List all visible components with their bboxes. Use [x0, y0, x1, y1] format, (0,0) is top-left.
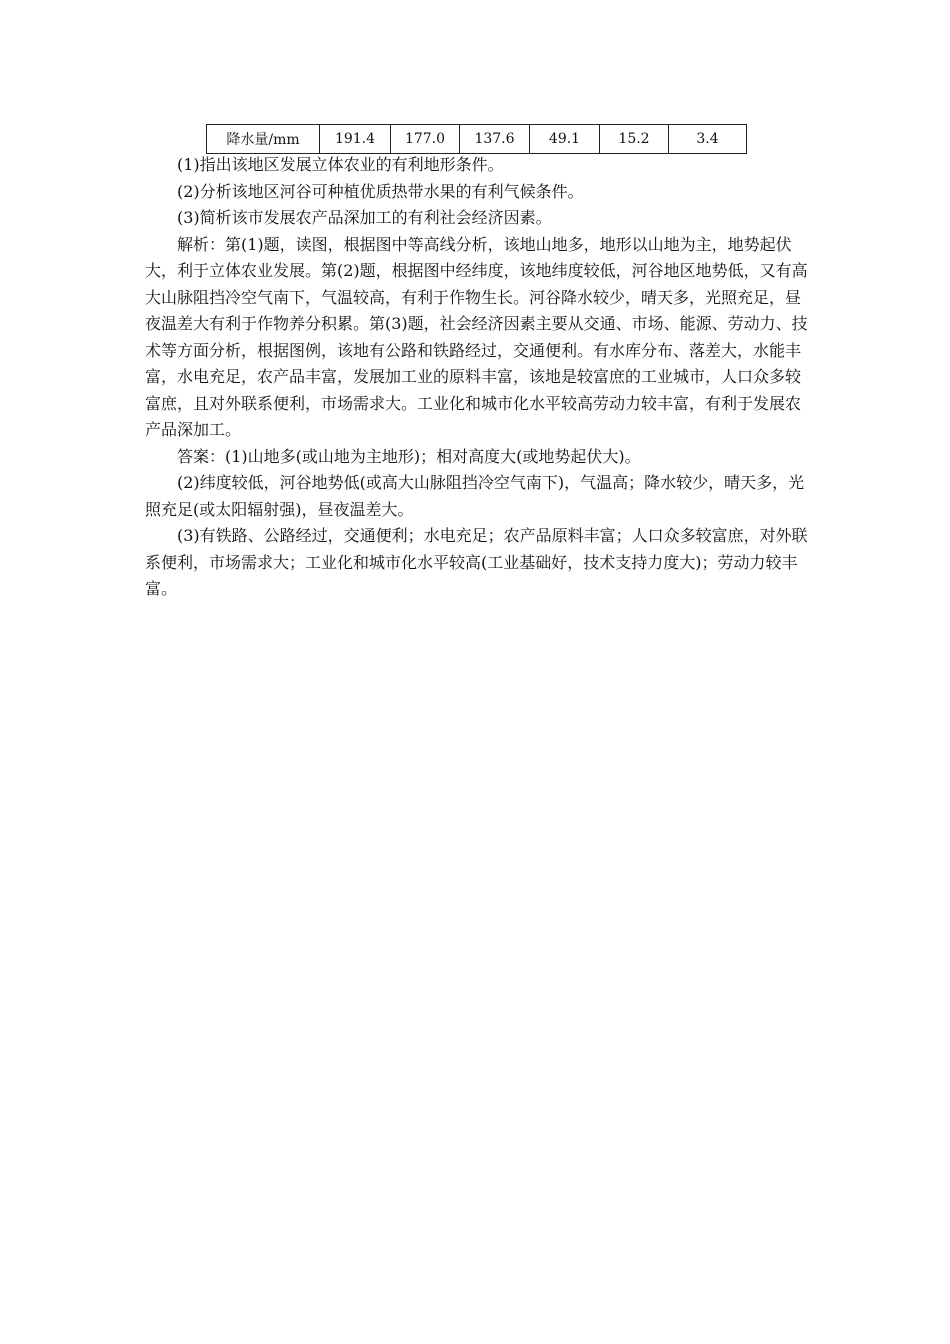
answer-2: (2)纬度较低，河谷地势低(或高大山脉阻挡冷空气南下)，气温高；降水较少，晴天多，光照充足(或太阳辐射强)，昼夜温差大。	[145, 473, 805, 519]
question-1: (1)指出该地区发展立体农业的有利地形条件。	[177, 155, 504, 174]
value-cell: 137.6	[460, 125, 530, 154]
question-2: (2)分析该地区河谷可种植优质热带水果的有利气候条件。	[177, 181, 584, 201]
row-label-cell: 降水量/mm	[207, 125, 320, 154]
analysis-paragraph: 解析：第(1)题，读图，根据图中等高线分析，该地山地多，地形以山地为主，地势起伏大，利于立体农业发展。第(2)题，根据图中经纬度，该地纬度较低，河谷地区地势低，又有高大山脉阻挡冷空气南下，气温较高，有利于作物生长。河谷降水较少，晴天多，光照充足，昼夜温差大有利于作物养分积累。第(3)题，社会经济因素主要从交通、市场、能源、劳动力、技术等方面分析，根据图例，该地有公路和铁路经过，交通便利。有水库分布、落差大，水能丰富，水电充足，农产品丰富，发展加工业的原料丰富，该地是较富庶的工业城市，人口众多较富庶，且对外联系便利，市场需求大。工业化和城市化水平较高劳动力较丰富，有利于发展农产品深加工。	[145, 234, 808, 439]
question-3: (3)简析该市发展农产品深加工的有利社会经济因素。	[177, 208, 552, 227]
precipitation-table	[206, 124, 747, 154]
value-cell: 49.1	[530, 125, 600, 154]
value-cell: 191.4	[320, 125, 391, 154]
value-cell: 3.4	[669, 125, 747, 154]
answer-1: 答案：(1)山地多(或山地为主地形)；相对高度大(或地势起伏大)。	[177, 446, 641, 466]
value-cell: 177.0	[391, 125, 460, 154]
document-body	[145, 152, 815, 603]
precipitation-row	[207, 125, 747, 154]
answer-3: (3)有铁路、公路经过，交通便利；水电充足；农产品原料丰富；人口众多较富庶，对外联系便利，市场需求大；工业化和城市化水平较高(工业基础好，技术支持力度大)；劳动力较丰富。	[145, 526, 808, 598]
value-cell: 15.2	[600, 125, 669, 154]
